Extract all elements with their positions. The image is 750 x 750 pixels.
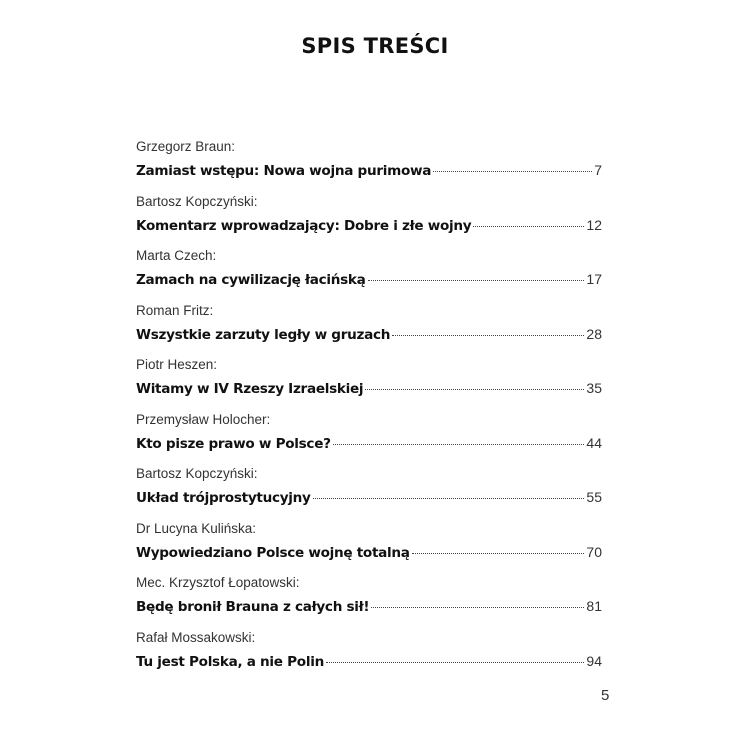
toc-author: Piotr Heszen: (136, 357, 218, 372)
page-title: SPIS TREŚCI (301, 34, 449, 58)
page-number: 5 (601, 687, 610, 704)
toc-entry[interactable] (136, 520, 602, 575)
toc-entry[interactable] (136, 629, 602, 684)
dot-leader (433, 171, 592, 172)
toc-title[interactable]: Układ trójprostytucyjny (136, 490, 311, 506)
toc-entry[interactable] (136, 302, 602, 357)
toc-line (136, 378, 602, 399)
dot-leader (473, 226, 584, 227)
dot-leader (368, 280, 585, 281)
dot-leader (412, 553, 585, 554)
toc-entry[interactable] (136, 138, 602, 193)
toc-line (136, 215, 602, 236)
dot-leader (313, 498, 585, 499)
toc-line (136, 596, 602, 617)
toc-page-number: 35 (586, 380, 602, 396)
toc-page-number: 7 (594, 162, 602, 178)
toc-page-number: 44 (586, 434, 602, 451)
toc-page-number: 55 (586, 489, 602, 505)
toc-title[interactable]: Wypowiedziano Polsce wojnę totalną (136, 544, 410, 561)
toc-author: Bartosz Kopczyński: (136, 193, 258, 209)
toc-author: Przemysław Holocher: (136, 411, 271, 427)
toc-line (136, 487, 602, 508)
toc-entry[interactable] (136, 193, 602, 248)
toc-page-number: 12 (586, 216, 602, 233)
toc-page-number: 81 (586, 598, 602, 614)
toc-title[interactable]: Będę bronił Brauna z całych sił! (136, 599, 370, 615)
toc-page-number: 17 (586, 271, 602, 287)
toc-line (136, 269, 602, 290)
toc-author: Bartosz Kopczyński: (136, 466, 258, 481)
toc-title[interactable]: Kto pisze prawo w Polsce? (136, 435, 331, 452)
dot-leader (371, 607, 584, 608)
toc-line (136, 160, 602, 181)
toc-entry[interactable] (136, 465, 602, 520)
toc-author: Mec. Krzysztof Łopatowski: (136, 575, 300, 590)
toc-entry[interactable] (136, 574, 602, 629)
toc-line (136, 651, 602, 672)
dot-leader (326, 662, 584, 663)
toc-author: Rafał Mossakowski: (136, 629, 256, 645)
toc-entry[interactable] (136, 356, 602, 411)
toc-title[interactable]: Zamiast wstępu: Nowa wojna purimowa (136, 163, 432, 179)
toc-line (136, 433, 602, 454)
toc-page-number: 28 (586, 325, 602, 342)
toc-author: Roman Fritz: (136, 302, 214, 318)
toc-entry[interactable] (136, 411, 602, 466)
table-of-contents (136, 138, 602, 683)
toc-title[interactable]: Tu jest Polska, a nie Polin (136, 653, 324, 670)
toc-page-number: 94 (586, 652, 602, 669)
toc-title[interactable]: Wszystkie zarzuty legły w gruzach (136, 326, 391, 343)
toc-line (136, 542, 602, 563)
dot-leader (392, 335, 584, 336)
dot-leader (365, 389, 584, 390)
dot-leader (333, 444, 585, 445)
toc-title[interactable]: Komentarz wprowadzający: Dobre i złe wojny (136, 217, 472, 234)
toc-author: Grzegorz Braun: (136, 139, 236, 154)
toc-author: Marta Czech: (136, 248, 217, 263)
toc-author: Dr Lucyna Kulińska: (136, 520, 257, 536)
toc-page-number: 70 (586, 543, 602, 560)
toc-title[interactable]: Witamy w IV Rzeszy Izraelskiej (136, 381, 364, 397)
toc-line (136, 324, 602, 345)
toc-entry[interactable] (136, 247, 602, 302)
toc-title[interactable]: Zamach na cywilizację łacińską (136, 272, 366, 288)
